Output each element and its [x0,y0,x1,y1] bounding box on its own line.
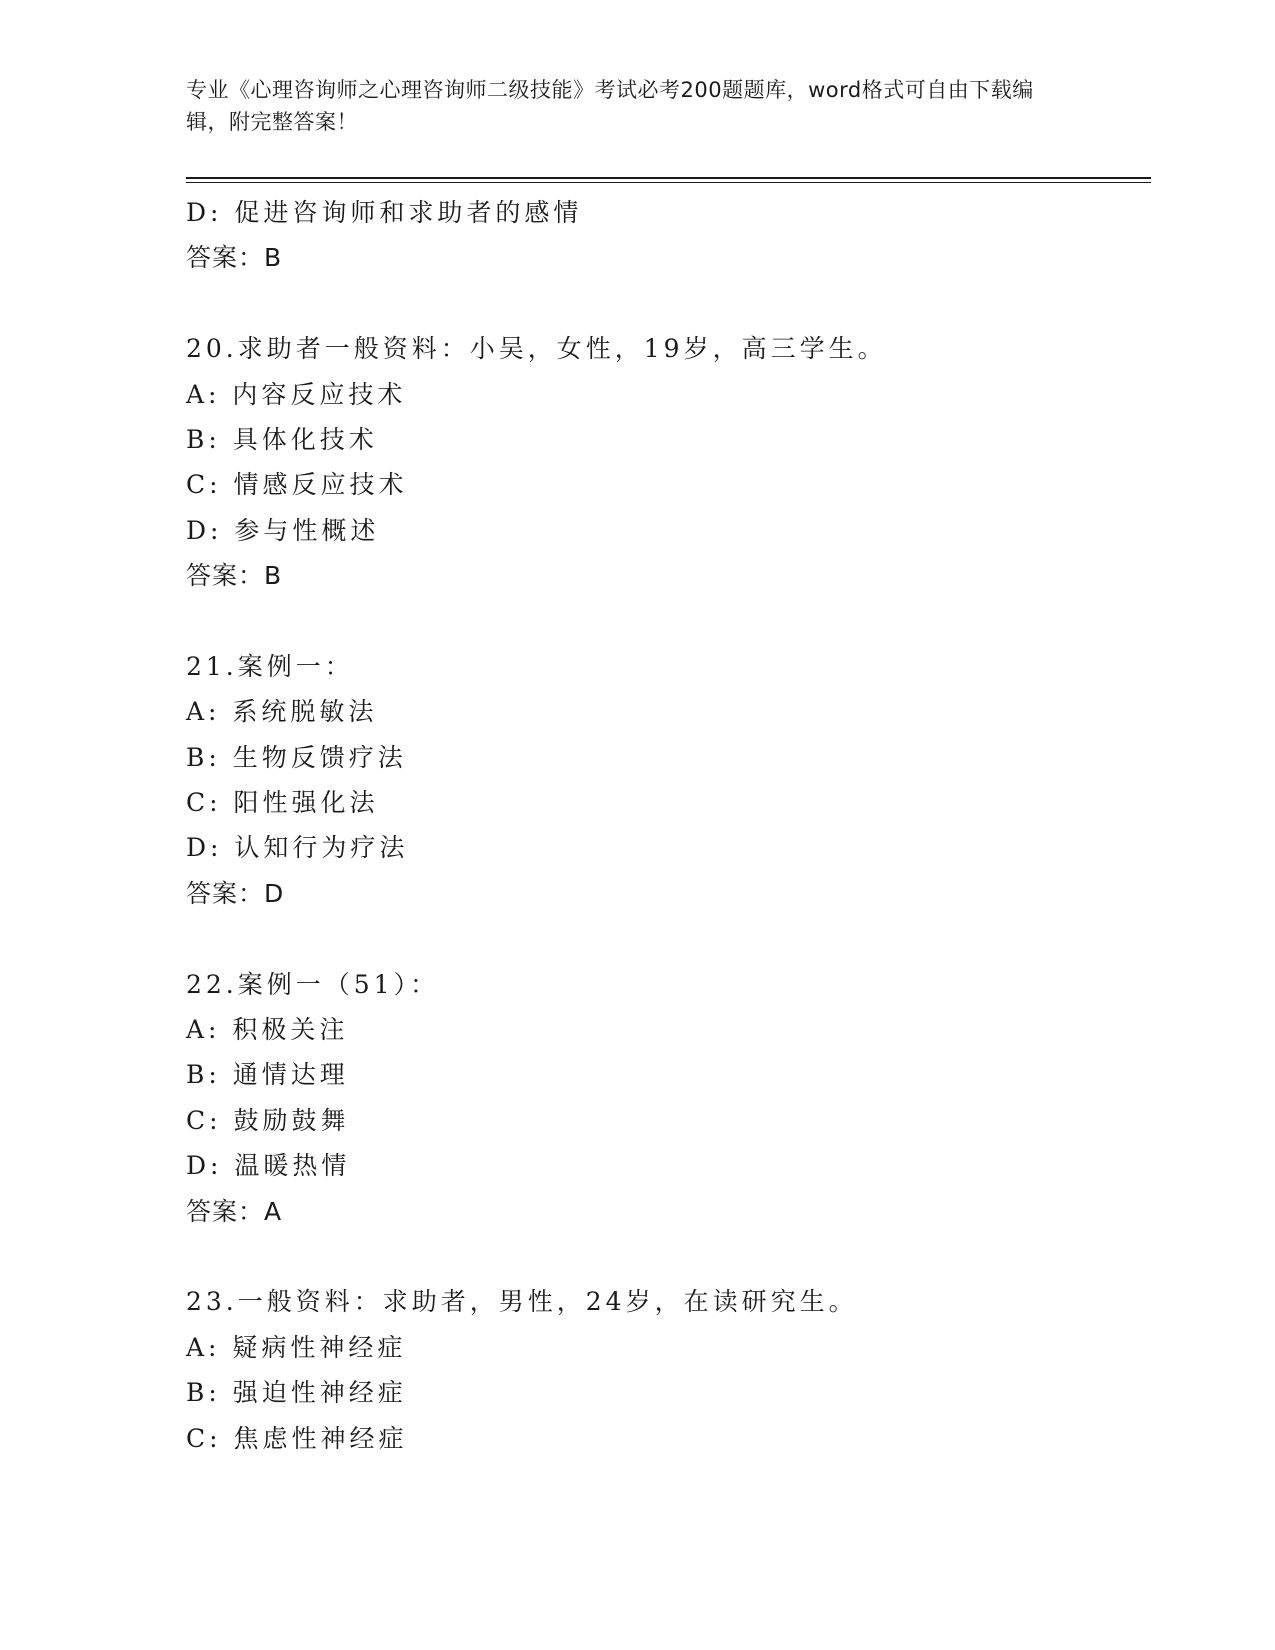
option-d: D: 认知行为疗法 [186,833,409,863]
header-rule-thick [186,177,1151,179]
spacer [186,599,1146,644]
header-rule-thin [186,182,1151,183]
option-b: B: 具体化技术 [186,424,378,454]
question-list [186,190,1146,1461]
answer: 答案：A [186,1196,283,1226]
carryover-option-d: D: 促进咨询师和求助者的感情 [186,198,583,227]
answer: 答案：B [186,561,283,591]
option-d: D: 参与性概述 [186,515,380,545]
option-c: C: 阳性强化法 [186,788,379,818]
option-a: A: 积极关注 [186,1015,349,1045]
answer: 答案：D [186,878,285,908]
carryover-answer: 答案：B [186,243,283,273]
option-c: C: 鼓励鼓舞 [186,1105,350,1135]
option-c: C: 情感反应技术 [186,470,408,500]
option-a: A: 疑病性神经症 [186,1332,407,1362]
question-20 [186,326,1146,598]
question-23 [186,1279,1146,1461]
question-stem: 21.案例一： [186,651,354,681]
option-b: B: 通情达理 [186,1060,349,1090]
option-c: C: 焦虑性神经症 [186,1423,408,1453]
spacer [186,1234,1146,1279]
option-a: A: 内容反应技术 [186,379,407,409]
question-22 [186,962,1146,1234]
question-stem: 23.一般资料：求助者，男性，24岁，在读研究生。 [186,1287,858,1317]
document-header: 专业《心理咨询师之心理咨询师二级技能》考试必考200题题库，word格式可自由下载编辑，附完整答案！ [186,78,1034,134]
question-stem: 22.案例一（51）： [186,969,440,999]
option-a: A: 系统脱敏法 [186,697,378,727]
option-d: D: 温暖热情 [186,1151,351,1181]
option-b: B: 强迫性神经症 [186,1378,407,1408]
option-b: B: 生物反馈疗法 [186,742,407,772]
spacer [186,281,1146,326]
spacer [186,916,1146,961]
question-stem: 20.求助者一般资料：小吴，女性，19岁，高三学生。 [186,334,887,364]
question-21 [186,644,1146,916]
